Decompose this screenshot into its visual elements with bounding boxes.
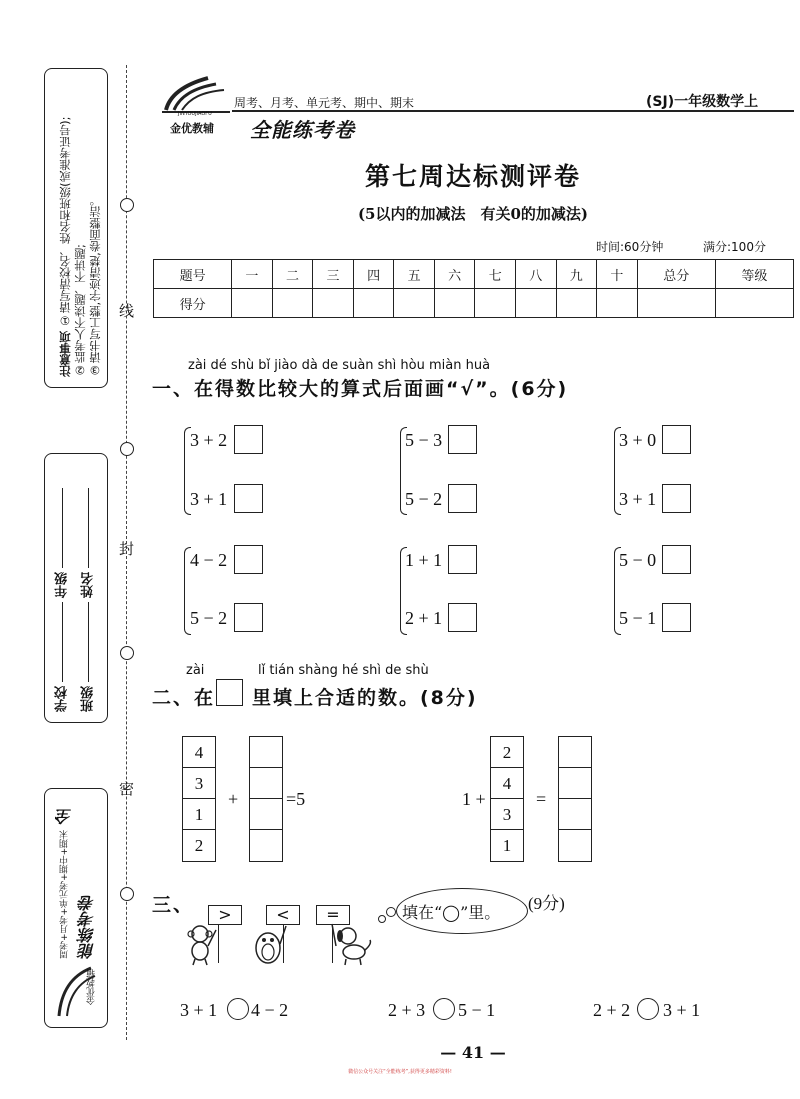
score-input[interactable] [475, 289, 516, 318]
q1-expr: 3 + 1 [619, 489, 657, 509]
table-cell: 八 [515, 260, 556, 289]
series-label: 周考、月考、单元考、期中、期末 [234, 96, 415, 110]
brand-name: 金优教辅 [170, 122, 214, 135]
compare-circle[interactable] [433, 998, 455, 1020]
promo-series: 周考+月考+单元考+期中+期末 [60, 829, 70, 959]
sign-post [218, 925, 219, 963]
q2-title-b: 里填上合适的数。(8分) [252, 687, 478, 709]
q1-expr: 3 + 0 [619, 430, 657, 450]
answer-box[interactable] [448, 545, 477, 574]
column-cell: 4 [491, 768, 523, 799]
penguin-icon [250, 922, 294, 966]
monkey-icon [182, 922, 226, 966]
table-cell: 二 [272, 260, 313, 289]
one-plus: 1 + [462, 789, 486, 809]
answer-column [558, 736, 592, 862]
secret-char: 密 [119, 780, 135, 798]
page-title: 第七周达标测评卷 [364, 162, 581, 191]
sign-post [283, 925, 284, 963]
bubble-dot [386, 907, 396, 917]
promo-brand: 金优教辅 [87, 969, 97, 1005]
equals-sign: = [536, 789, 547, 809]
compare-left: 2 + 3 [388, 1000, 426, 1020]
compare-circle[interactable] [637, 998, 659, 1020]
bubble-text: 填在“◯”里。 [402, 903, 501, 922]
table-cell: 九 [556, 260, 597, 289]
answer-cell[interactable] [559, 768, 591, 799]
name-field[interactable] [89, 488, 90, 568]
table-cell: 一 [232, 260, 273, 289]
school-label: 学校 [55, 686, 70, 712]
seal-char: 封 [119, 540, 135, 558]
promo-title: 全能练考卷 [55, 808, 97, 959]
equals-five: =5 [286, 789, 306, 809]
book-title: 全能练考卷 [250, 118, 355, 142]
score-input[interactable] [272, 289, 313, 318]
time-limit: 时间:60分钟 [596, 240, 664, 254]
answer-cell[interactable] [559, 830, 591, 861]
answer-box[interactable] [234, 425, 263, 454]
q1-expr: 5 − 0 [619, 550, 657, 570]
school-field[interactable] [63, 602, 64, 682]
q2-pinyin-b: lǐ tián shàng hé shì de shù [258, 663, 429, 678]
table-cell: 题号 [154, 260, 232, 289]
page-subtitle: (5以内的加减法 有关0的加减法) [357, 205, 589, 223]
answer-cell[interactable] [250, 768, 282, 799]
table-cell: 六 [434, 260, 475, 289]
compare-circle[interactable] [227, 998, 249, 1020]
answer-box[interactable] [234, 545, 263, 574]
dog-icon [326, 922, 376, 966]
table-cell: 总分 [637, 260, 715, 289]
info-line [53, 462, 72, 712]
full-score: 满分:100分 [703, 240, 766, 254]
promo-text [53, 799, 99, 959]
answer-cell[interactable] [250, 799, 282, 830]
column-cell: 1 [502, 836, 512, 855]
score-input[interactable] [434, 289, 475, 318]
score-table [153, 259, 794, 318]
q2-title-a: 二、在 [152, 687, 216, 709]
footer-note: 微信公众号关注“全能练考”,获得更多精彩资料! [348, 1069, 452, 1075]
class-field[interactable] [89, 602, 90, 682]
answer-box[interactable] [662, 545, 691, 574]
q3-score: (9分) [528, 894, 565, 913]
class-label: 班级 [81, 686, 96, 712]
table-cell: 五 [394, 260, 435, 289]
answer-cell[interactable] [250, 737, 282, 768]
q1-title: 一、在得数比较大的算式后面画“√”。(6分) [152, 378, 569, 400]
brand-logo-icon [160, 72, 232, 114]
bubble-dot [378, 915, 386, 923]
answer-cell[interactable] [250, 830, 282, 861]
score-input[interactable] [394, 289, 435, 318]
table-cell: 四 [353, 260, 394, 289]
compare-right: 4 − 2 [251, 1000, 289, 1020]
answer-cell[interactable] [559, 799, 591, 830]
notice-label: 注意事项 [58, 331, 72, 377]
sign-less: < [266, 905, 300, 925]
binding-hole [120, 442, 134, 456]
q1-expr: 5 − 1 [619, 608, 657, 628]
score-input[interactable] [715, 289, 793, 318]
inline-box [216, 679, 243, 706]
grade-label: 年级 [55, 572, 70, 598]
q2-pinyin-a: zài [186, 663, 205, 678]
grade-tag: (SJ)一年级数学上 [646, 94, 759, 110]
q1-expr: 5 − 3 [405, 430, 443, 450]
answer-box[interactable] [448, 603, 477, 632]
compare-left: 3 + 1 [180, 1000, 218, 1020]
score-input[interactable] [232, 289, 273, 318]
notice-text [58, 77, 103, 377]
compare-left: 2 + 2 [593, 1000, 631, 1020]
notice-1: ①请写清校名、姓名和班级(或准考证号); [58, 116, 72, 328]
q1-expr: 3 + 2 [190, 430, 228, 450]
answer-column [249, 736, 283, 862]
student-info-box [44, 453, 108, 723]
q1-expr: 1 + 1 [405, 550, 443, 570]
q1-expr: 3 + 1 [190, 489, 228, 509]
binding-hole [120, 887, 134, 901]
table-cell: 三 [313, 260, 354, 289]
line-char: 线 [119, 302, 135, 320]
table-cell: 七 [475, 260, 516, 289]
thought-bubble [396, 888, 528, 934]
answer-box[interactable] [448, 484, 477, 513]
answer-box[interactable] [448, 425, 477, 454]
answer-box[interactable] [662, 603, 691, 632]
table-cell: 得分 [154, 289, 232, 318]
answer-box[interactable] [234, 603, 263, 632]
number-column [182, 736, 216, 862]
notice-box [44, 68, 108, 388]
promo-box [44, 788, 108, 1028]
notice-3: ③请书写工整,字迹清楚,卷面整洁。 [88, 194, 102, 377]
q1-expr: 5 − 2 [190, 608, 228, 628]
info-line [79, 462, 98, 712]
column-cell: 4 [183, 737, 215, 768]
compare-right: 3 + 1 [663, 1000, 701, 1020]
answer-box[interactable] [662, 425, 691, 454]
sign-post [332, 925, 333, 963]
binding-hole [120, 646, 134, 660]
number-column [490, 736, 524, 862]
q1-expr: 5 − 2 [405, 489, 443, 509]
score-input[interactable] [313, 289, 354, 318]
column-cell: 2 [194, 836, 204, 855]
plus-sign: + [228, 789, 239, 809]
score-input[interactable] [556, 289, 597, 318]
table-cell: 十 [597, 260, 638, 289]
table-cell: 等级 [715, 260, 793, 289]
name-label: 姓名 [81, 572, 96, 598]
column-cell: 2 [491, 737, 523, 768]
compare-right: 5 − 1 [458, 1000, 496, 1020]
column-cell: 1 [183, 799, 215, 830]
grade-field[interactable] [63, 488, 64, 568]
q1-expr: 4 − 2 [190, 550, 228, 570]
answer-box[interactable] [234, 484, 263, 513]
column-cell: 3 [491, 799, 523, 830]
brand-sub: JINYOUJIAOFU [178, 111, 212, 117]
q1-expr: 2 + 1 [405, 608, 443, 628]
score-header-row [154, 260, 794, 289]
page-number: — 41 — [440, 1043, 506, 1062]
sign-equal: = [316, 905, 350, 925]
column-cell: 3 [183, 768, 215, 799]
answer-box[interactable] [662, 484, 691, 513]
score-value-row [154, 289, 794, 318]
notice-2: ②监考人不读题、不讲题; [73, 244, 87, 377]
score-input[interactable] [515, 289, 556, 318]
score-input[interactable] [353, 289, 394, 318]
score-input[interactable] [637, 289, 715, 318]
sign-greater: > [208, 905, 242, 925]
q3-title: 三、 [152, 894, 195, 916]
answer-cell[interactable] [559, 737, 591, 768]
score-input[interactable] [597, 289, 638, 318]
q1-pinyin: zài dé shù bǐ jiào dà de suàn shì hòu miàn huà [188, 358, 491, 373]
